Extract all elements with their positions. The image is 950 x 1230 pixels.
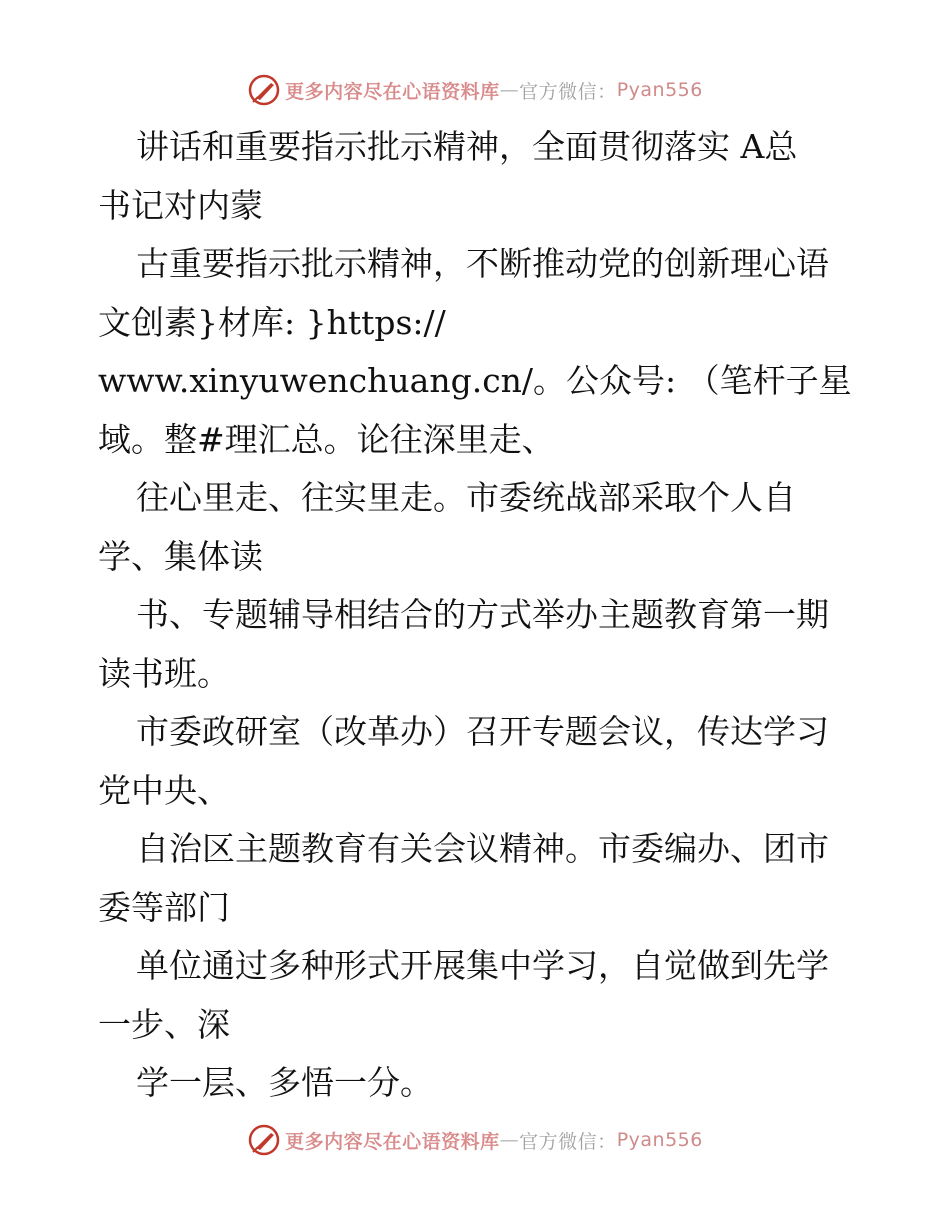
banner-dash: — <box>499 1129 520 1151</box>
body-line: 自治区主题教育有关会议精神。市委编办、团市 <box>136 829 829 868</box>
body-line: 讲话和重要指示批示精神，全面贯彻落实 A总 <box>136 127 798 166</box>
document-body <box>98 118 858 1113</box>
body-line: 学一层、多悟一分。 <box>136 1063 433 1102</box>
body-line: 委等部门 <box>98 887 230 927</box>
body-line: 市委政研室（改革办）召开专题会议，传达学习 <box>136 712 829 751</box>
body-line: 党中央、 <box>98 770 230 810</box>
body-line: 读书班。 <box>98 653 230 693</box>
body-line: www.xinyuwenchuang.cn/。公众号: （笔杆子星 <box>98 361 852 400</box>
banner-wechat-label: 官方微信： <box>519 80 617 103</box>
body-line: 学、集体读 <box>98 536 263 576</box>
body-line: 书记对内蒙 <box>98 185 263 225</box>
body-line: 往心里走、往实里走。市委统战部采取个人自 <box>136 478 796 517</box>
header-banner <box>0 70 950 110</box>
footer-banner <box>0 1120 950 1160</box>
quill-pen-logo-icon <box>247 73 281 107</box>
banner-main-text: 更多内容尽在心语资料库 <box>285 80 500 103</box>
body-line: 古重要指示批示精神，不断推动党的创新理心语 <box>136 244 829 283</box>
body-line: 域。整#理汇总。论往深里走、 <box>98 419 555 459</box>
banner-wechat-id: Pyan556 <box>616 1129 703 1151</box>
banner-dash: — <box>499 79 520 101</box>
body-line: 单位通过多种形式开展集中学习，自觉做到先学 <box>136 946 829 985</box>
banner-wechat-id: Pyan556 <box>616 79 703 101</box>
quill-pen-logo-icon <box>247 1123 281 1157</box>
body-line: 书、专题辅导相结合的方式举办主题教育第一期 <box>136 595 829 634</box>
banner-main-text: 更多内容尽在心语资料库 <box>285 1130 500 1153</box>
banner-wechat-label: 官方微信： <box>519 1130 617 1153</box>
body-line: 文创素}材库: }https:// <box>98 302 446 342</box>
body-line: 一步、深 <box>98 1004 230 1044</box>
